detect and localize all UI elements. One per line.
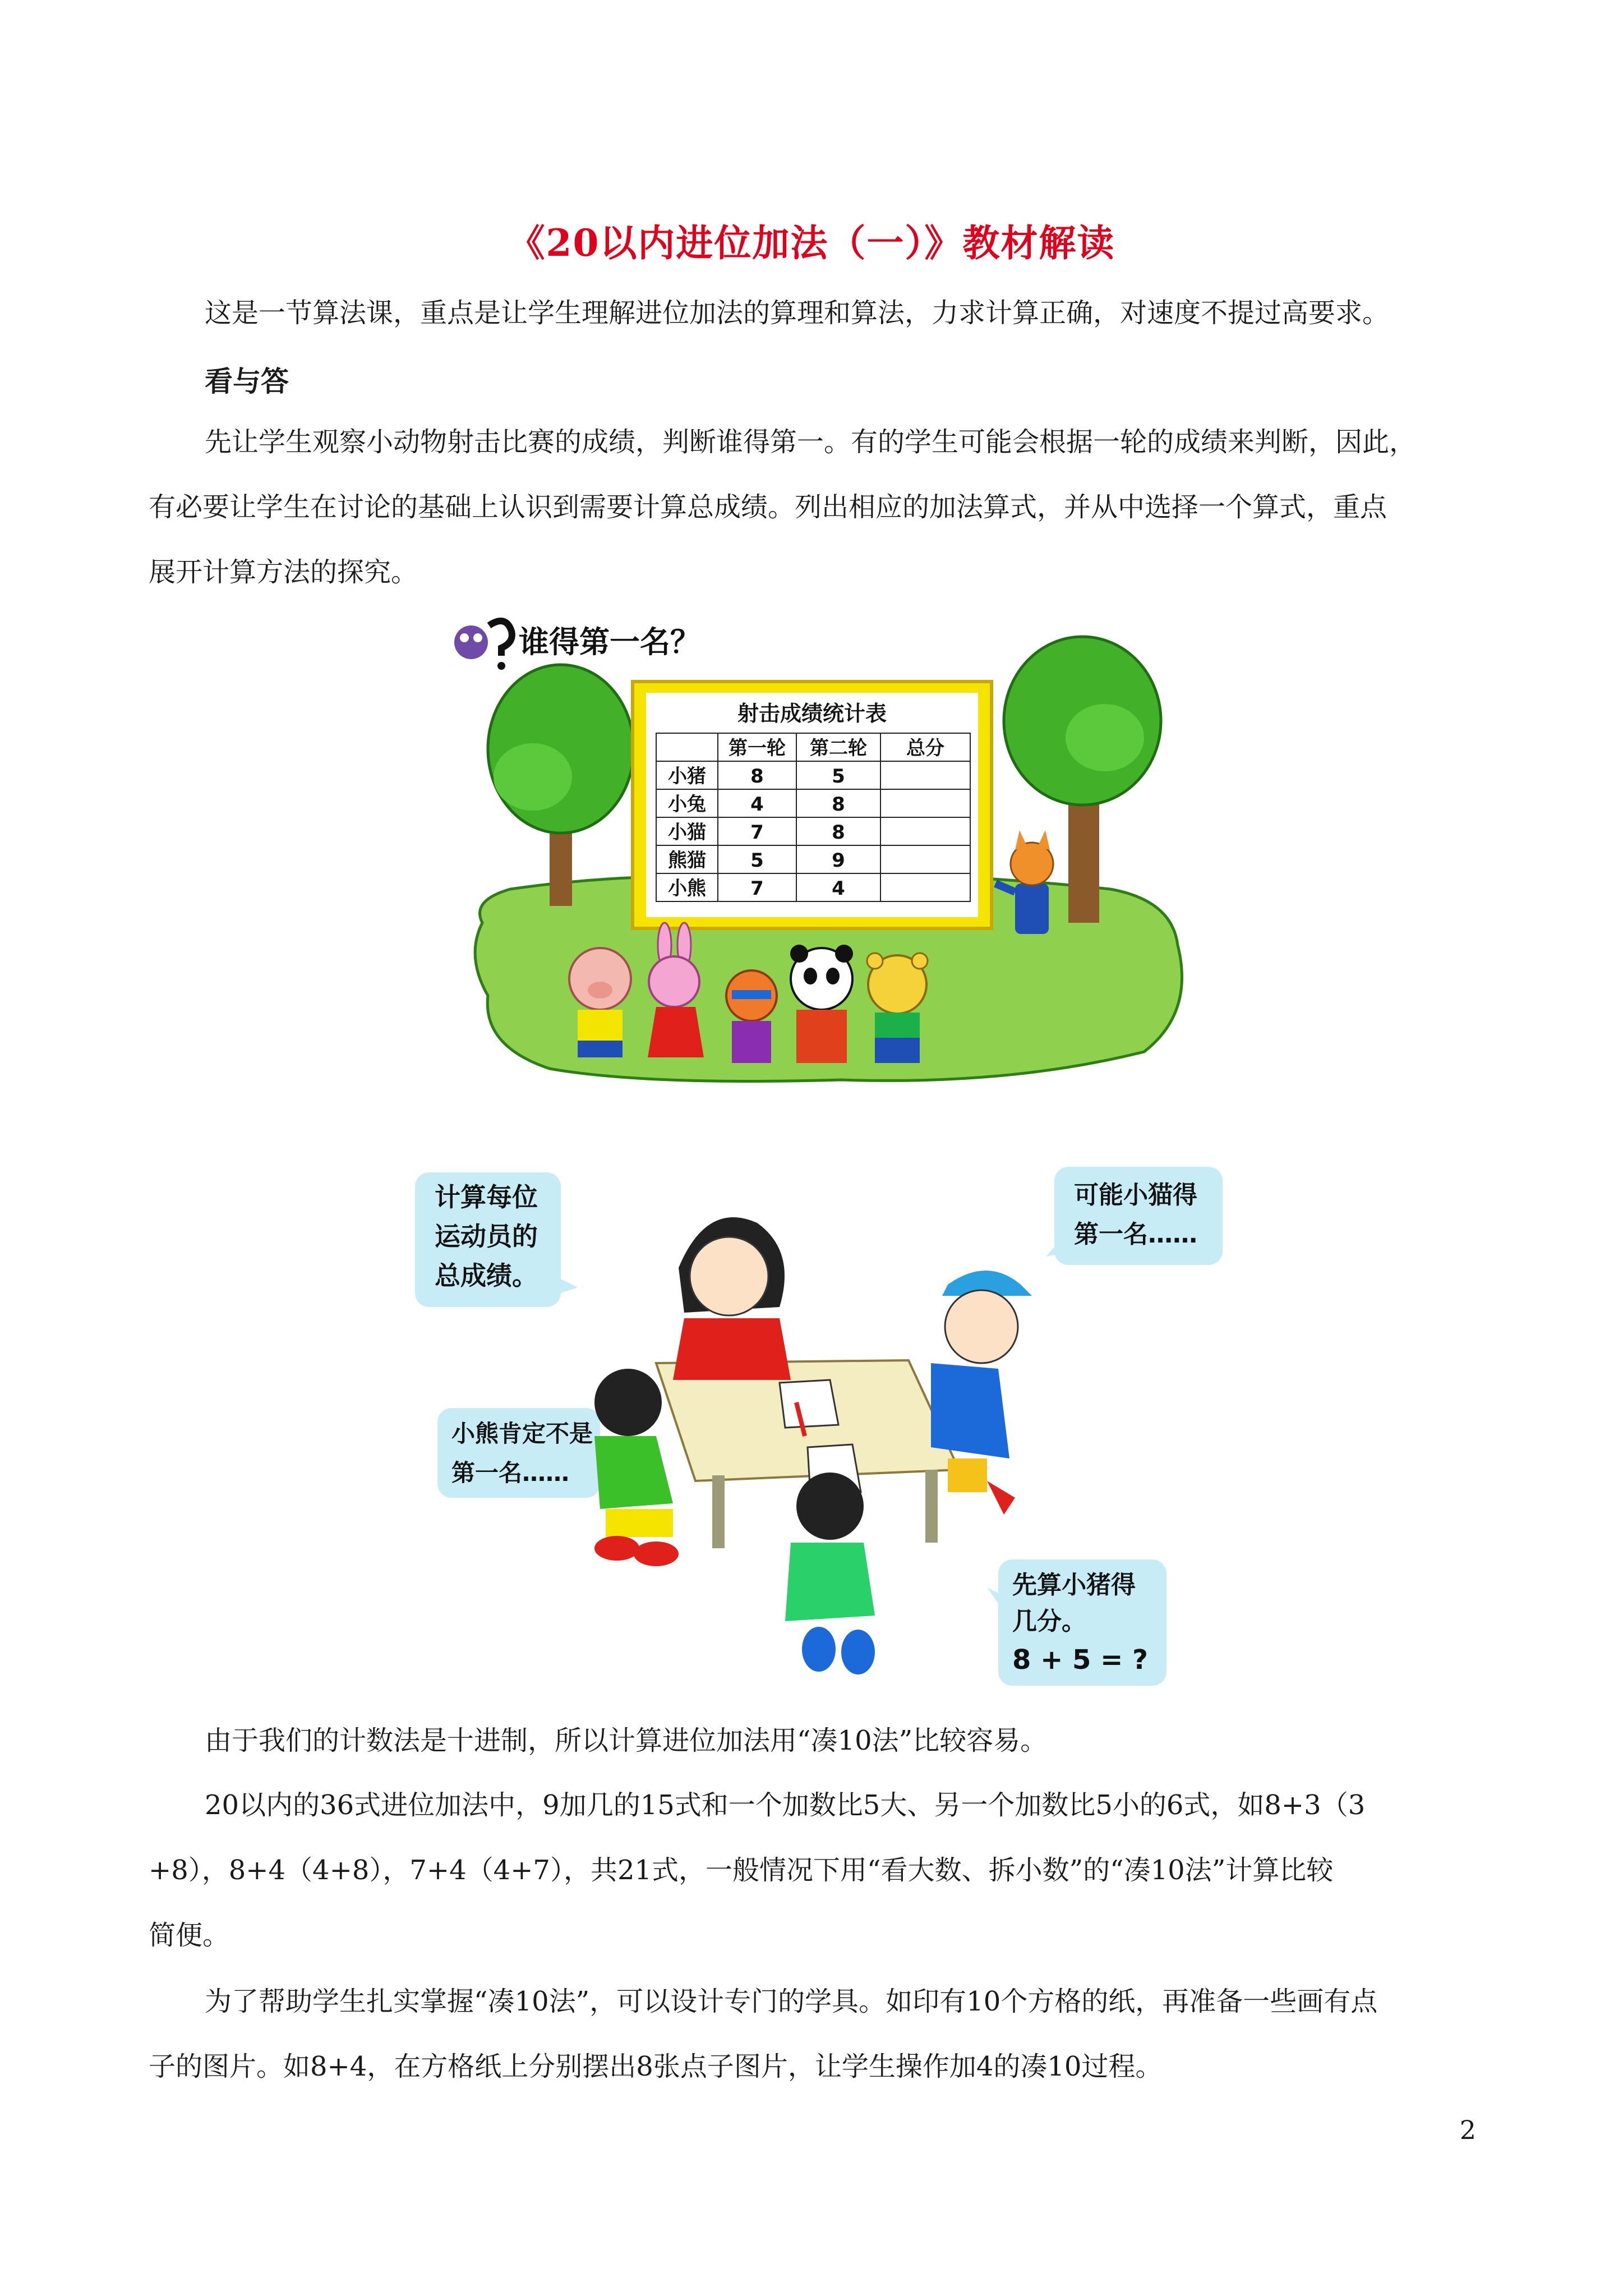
bubble-text: 几分。 bbox=[1012, 1607, 1086, 1636]
bubble-text: 第一名…… bbox=[451, 1459, 570, 1487]
paragraph-3 bbox=[149, 1773, 1475, 1968]
para1-line: 先让学生观察小动物射击比赛的成绩，判断谁得第一。有的学生可能会根据一轮的成绩来判断，因此， bbox=[205, 426, 1417, 458]
bubble-text: 8 + 5 = ? bbox=[1012, 1644, 1148, 1676]
page-title: 《20以内进位加法（一）》教材解读 bbox=[508, 221, 1115, 265]
para4-line: 为了帮助学生扎实掌握“凑10法”，可以设计专门的学具。如印有10个方格的纸，再准备一些画有点 bbox=[205, 1986, 1378, 2017]
girl-in-red-icon bbox=[673, 1217, 791, 1380]
table-cell: 熊猫 bbox=[668, 849, 706, 872]
shooting-scores-illustration bbox=[449, 609, 1245, 1114]
boy-in-green-icon bbox=[594, 1369, 679, 1566]
table-header: 第一轮 bbox=[728, 737, 786, 760]
para1-line: 展开计算方法的探究。 bbox=[149, 556, 418, 588]
speech-bubble-top-right bbox=[1046, 1167, 1223, 1265]
boy-with-cap-icon bbox=[931, 1271, 1032, 1515]
children-discussion-illustration bbox=[393, 1156, 1245, 1694]
table-cell: 小猫 bbox=[668, 821, 706, 844]
bubble-text: 运动员的 bbox=[435, 1221, 538, 1251]
table-header: 总分 bbox=[906, 737, 944, 760]
paragraph-2 bbox=[149, 1708, 1475, 1773]
para3-line: 简便。 bbox=[149, 1920, 230, 1951]
table-cell: 8 bbox=[832, 821, 845, 844]
table-cell: 9 bbox=[832, 849, 845, 872]
table-title: 射击成绩统计表 bbox=[737, 701, 887, 726]
bubble-text: 可能小猫得 bbox=[1074, 1181, 1197, 1209]
table-cell: 7 bbox=[750, 877, 764, 900]
bubble-text: 第一名…… bbox=[1074, 1220, 1197, 1249]
table-cell: 8 bbox=[832, 793, 845, 816]
bubble-text: 小熊肯定不是 bbox=[451, 1420, 593, 1447]
page-number: 2 bbox=[1459, 2115, 1476, 2145]
table-cell: 8 bbox=[750, 765, 764, 788]
speech-bubble-middle-left bbox=[437, 1408, 617, 1498]
para3-line: 20以内的36式进位加法中，9加几的15式和一个加数比5大、另一个加数比5小的6式，如8+3（3 bbox=[205, 1789, 1366, 1821]
table-cell: 4 bbox=[750, 793, 764, 816]
paragraph-4 bbox=[149, 1969, 1475, 2099]
table-cell: 小兔 bbox=[668, 793, 706, 816]
girl-in-green-icon bbox=[785, 1473, 875, 1674]
speech-bubble-bottom-right bbox=[987, 1559, 1166, 1686]
section-heading: 看与答 bbox=[205, 365, 289, 398]
intro-paragraph bbox=[149, 280, 1475, 346]
intro-text: 这是一节算法课，重点是让学生理解进位加法的算理和算法，力求计算正确，对速度不提过高要求。 bbox=[205, 297, 1390, 329]
para4-line: 子的图片。如8+4，在方格纸上分别摆出8张点子图片，让学生操作加4的凑10过程。 bbox=[149, 2051, 1163, 2082]
paragraph-1 bbox=[149, 409, 1475, 605]
para3-line: +8），8+4（4+8），7+4（4+7），共21式，一般情况下用“看大数、拆小数”的“凑10法”计算比较 bbox=[149, 1855, 1334, 1886]
bubble-text: 计算每位 bbox=[435, 1182, 538, 1212]
question-text: 谁得第一名？ bbox=[519, 624, 700, 660]
speech-bubble-top-left bbox=[415, 1172, 578, 1307]
table-cell: 7 bbox=[750, 821, 764, 844]
table-cell: 5 bbox=[832, 765, 845, 788]
table-cell: 4 bbox=[832, 877, 845, 900]
para1-line: 有必要让学生在讨论的基础上认识到需要计算总成绩。列出相应的加法算式，并从中选择一个算式，重点 bbox=[149, 491, 1387, 523]
left-tree bbox=[488, 665, 634, 906]
question-mark-icon bbox=[454, 621, 512, 670]
table-header: 第二轮 bbox=[810, 737, 867, 760]
bubble-text: 先算小猪得 bbox=[1012, 1571, 1136, 1599]
table-cell: 5 bbox=[750, 849, 764, 872]
bubble-text: 总成绩。 bbox=[435, 1260, 538, 1291]
para2-text: 由于我们的计数法是十进制，所以计算进位加法用“凑10法”比较容易。 bbox=[205, 1725, 1048, 1756]
table-cell: 小熊 bbox=[668, 877, 706, 900]
scoreboard bbox=[633, 682, 992, 928]
table-cell: 小猪 bbox=[668, 765, 706, 788]
